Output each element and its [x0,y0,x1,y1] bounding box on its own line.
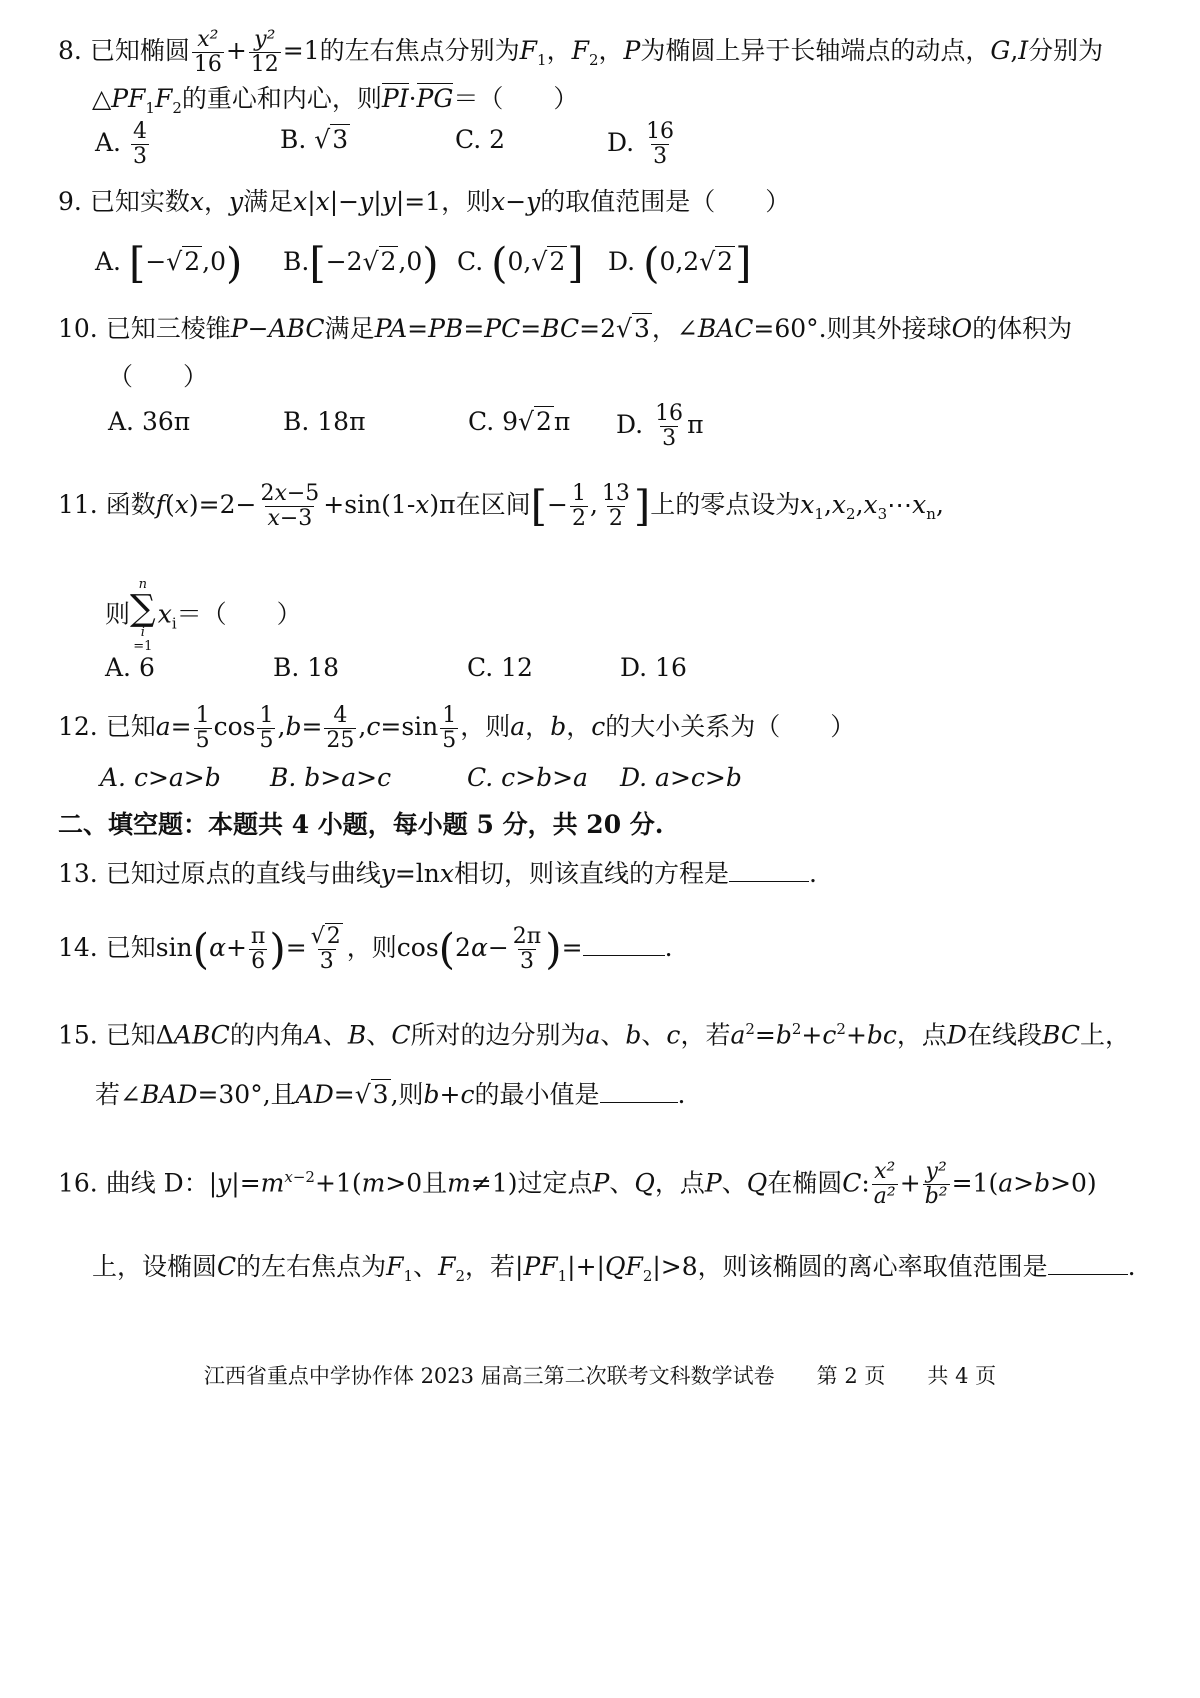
question-10-paren: （ ） [108,362,209,391]
question-8-line-2: $\triangle PF_1F_2$的重心和内心，则PI·PG＝（ ） [92,84,579,117]
question-number: 8. [58,36,82,65]
question-12-line-1: 12. 已知a= $\frac{1}{5}$ cos $\frac{1}{5}$ ,b= $\frac{4}{25}$ ,c=sin $\frac{1}{5}$ ，则a，b，c的大小关系为（ ） [58,703,856,753]
option-b[interactable]: B.[−2√2,0) [283,238,439,288]
question-15-line-2: 若∠BAD=30°,且AD=√3,则b+c的最小值是 . [95,1080,686,1109]
summation: n ∑ i =1 [130,577,156,654]
option-d[interactable]: D. 16 [620,653,687,682]
option-c[interactable]: C. 12 [467,653,533,682]
answer-blank[interactable] [583,955,665,956]
option-b[interactable]: B. √3 [280,125,349,154]
option-b[interactable]: B. 18 [273,653,340,682]
option-b[interactable]: B. b>a>c [270,763,392,792]
page-footer: 江西省重点中学协作体 2023 届高三第二次联考文科数学试卷 第 2 页 共 4 页 [203,1364,997,1388]
option-d[interactable]: D. $\frac{16}{3}$ [607,119,675,169]
question-8-options [95,120,1095,170]
fraction: $\frac{\text{x²}}{16}$ [193,27,222,77]
option-d[interactable]: D. $\frac{16}{3}$ π [616,401,704,451]
option-d[interactable]: D. (0,2√2] [608,238,752,288]
answer-blank[interactable] [600,1102,678,1103]
option-c[interactable]: C. 9√2π [468,407,571,436]
answer-blank[interactable] [1048,1274,1128,1275]
question-9-options [95,238,1095,292]
question-8-line-1: 8. 已知椭圆 $\frac{\text{x²}}{16}$ + $\frac{\text{y²}}{12}$ =1的左右焦点分别为$F_1$，$F_2$，P为椭圆上异于长轴端点的动点，G,I分别为 [58,27,1104,77]
question-11-line-1: 11. 函数f(x)=2− $\frac{2x-5}{x-3}$ +sin(1-x)π在区间[− $\frac{1}{2}$ , $\frac{13}{2}$ ]上的零点设为$x_1,x_2,x_3\cdots x_n$, [58,481,944,531]
question-10-line-1: 10. 已知三棱锥P−ABC满足PA=PB=PC=BC=2√3，∠BAC=60°.则其外接球O的体积为 [58,314,1073,343]
question-11-line-2: 则 n ∑ i $=1x_i=$（ ） [105,577,302,654]
question-12-options [100,758,1100,808]
question-10-options [108,402,1108,452]
section-heading: 二、填空题：本题共 4 小题，每小题 5 分，共 20 分. [58,810,664,839]
question-16-line-1: 16. 曲线 D：$|y|=m^{x-2}+1(m>0$且m≠1)过定点P、Q，点P、Q在椭圆C: $\frac{\text{x²}}{\text{a²}}$ + $\frac{\text{y²}}{\text{b²}}$ =1(a>b>0) [58,1159,1097,1210]
question-11-options [105,648,1105,698]
option-a[interactable]: A. $\frac{4}{3}$ [95,119,147,169]
option-a[interactable]: A. 36π [108,407,191,436]
option-a[interactable]: A. [−√2,0) [95,238,243,288]
question-14: 14. 已知sin(α+ $\frac{\pi}{6}$ )= $\frac{√2}{3}$ ，则cos(2α− $\frac{2\pi}{3}$ )= . [58,924,673,974]
option-a[interactable]: A. 6 [105,653,155,682]
option-b[interactable]: B. 18π [283,407,366,436]
question-13: 13. 已知过原点的直线与曲线y=lnx相切，则该直线的方程是 . [58,859,817,888]
option-a[interactable]: A. c>a>b [100,763,221,792]
option-c[interactable]: C. c>b>a [467,763,588,792]
question-15-line-1: 15. 已知ΔABC的内角A、B、C所对的边分别为a、b、c，若$a^2=b^2+c^2+bc$，点D在线段BC上， [58,1020,1130,1050]
question-9-line-1: 9. 已知实数x，y满足x|x|−y|y|=1，则x−y的取值范围是（ ） [58,187,791,216]
option-d[interactable]: D. a>c>b [620,763,742,792]
question-16-line-2: 上，设椭圆C的左右焦点为$F_1$、$F_2$，若$|PF_1|+|QF_2|>8$，则该椭圆的离心率取值范围是 . [92,1252,1136,1285]
option-c[interactable]: C. 2 [455,125,506,154]
option-c[interactable]: C. (0,√2] [457,238,584,288]
answer-blank[interactable] [729,881,809,882]
